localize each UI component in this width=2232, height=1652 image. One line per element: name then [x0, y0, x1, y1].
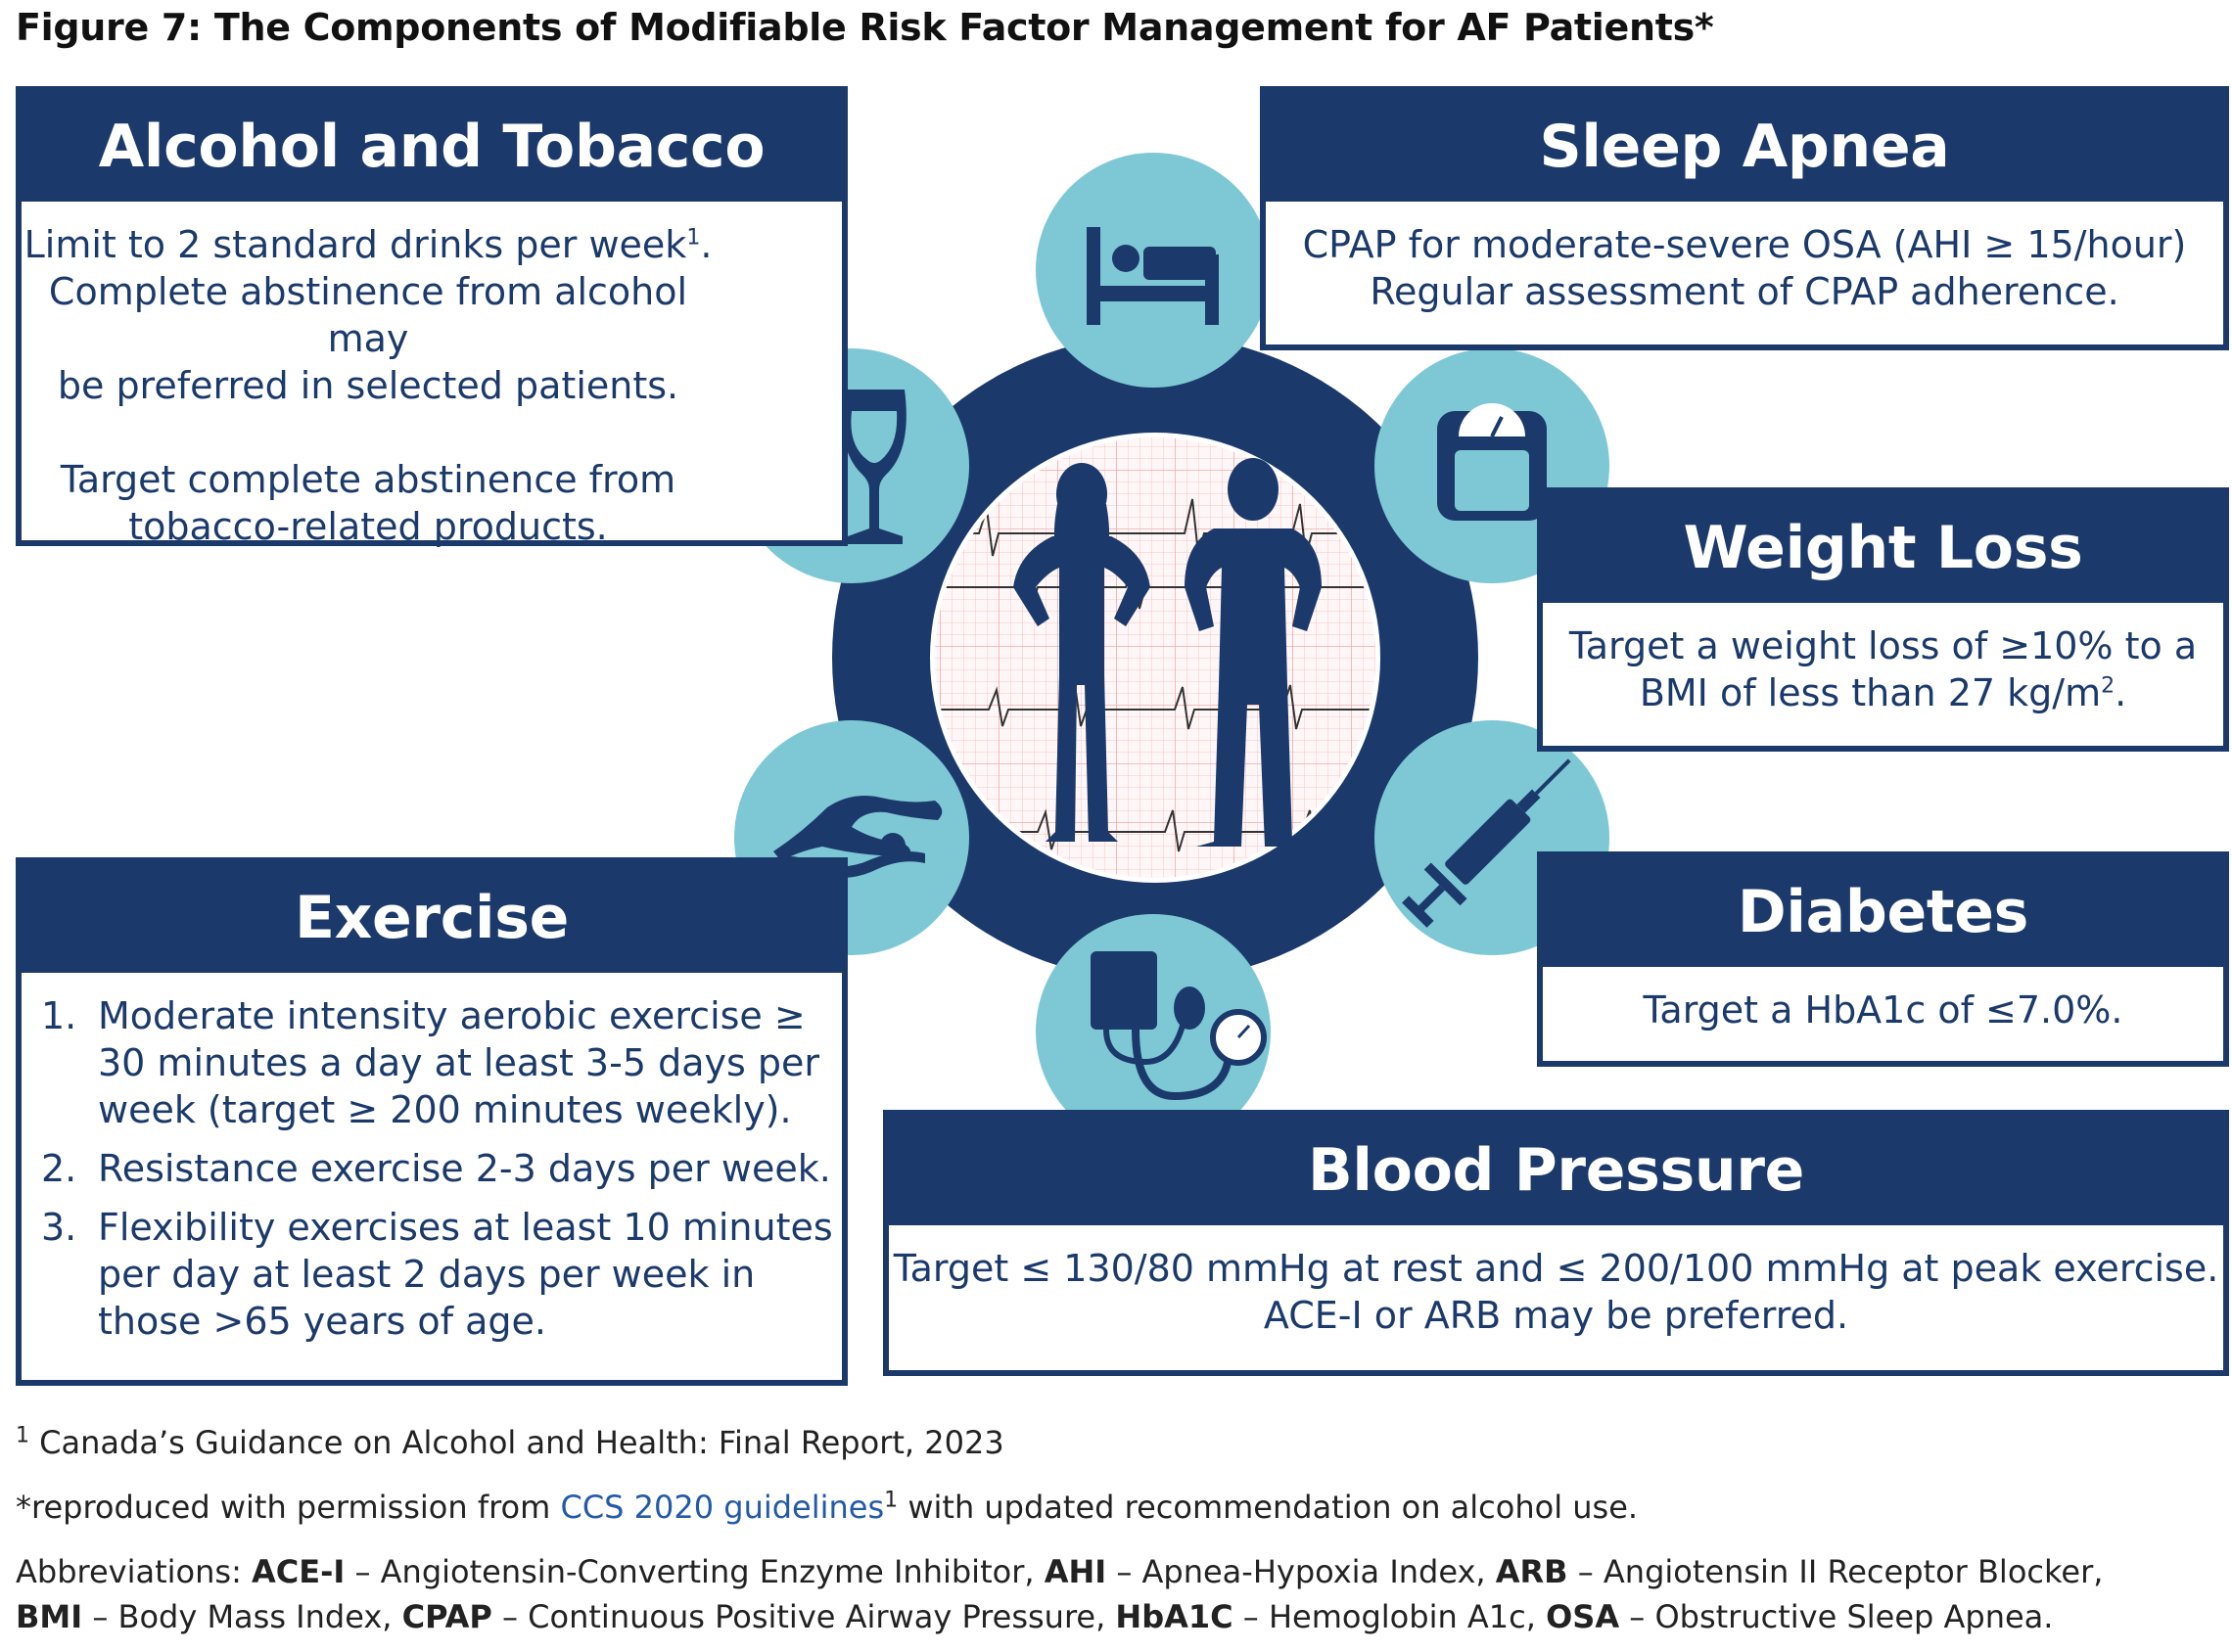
sleep-line-2: Regular assessment of CPAP adherence.: [1370, 270, 2119, 313]
exercise-box: [16, 857, 848, 1386]
footnote-1: $^1$ Canada’s Guidance on Alcohol and Health: Final Report, 2023: [16, 1423, 1004, 1461]
alcohol-line-2: Complete abstinence from alcohol may: [48, 270, 688, 360]
blood-pressure-box: [883, 1110, 2229, 1376]
tobacco-line-1: Target complete abstinence from: [60, 458, 676, 501]
weight-line-2: BMI of less than 27 $kg/m^2$.: [1639, 671, 2127, 714]
blood-pressure-title: Blood Pressure: [889, 1116, 2223, 1225]
alcohol-line-1: Limit to 2 standard drinks per week$^1$.: [23, 223, 713, 266]
bp-line-1: Target ≤ 130/80 mmHg at rest and ≤ 200/100 mmHg at peak exercise.: [893, 1247, 2219, 1290]
weight-line-1: Target a weight loss of ≥10% to a: [1568, 624, 2198, 667]
alcohol-tobacco-title: Alcohol and Tobacco: [22, 92, 842, 202]
exercise-item-1: 1. Moderate intensity aerobic exercise ≥ 30 minutes a day at least 3-5 days per week (target ≥ 200 minutes weekly).: [41, 994, 819, 1131]
bed-icon-circle: [1036, 153, 1271, 388]
bp-line-2: ACE-I or ARB may be preferred.: [1263, 1294, 1849, 1337]
weight-loss-title: Weight Loss: [1543, 493, 2223, 603]
ccs-guidelines-link[interactable]: CCS 2020 guidelines: [560, 1489, 885, 1526]
sleep-apnea-title: Sleep Apnea: [1266, 92, 2223, 202]
diabetes-line-1: Target a HbA1c of ≤7.0%.: [1643, 988, 2123, 1032]
abbreviations-line-2: BMI – Body Mass Index, CPAP – Continuous Positive Airway Pressure, HbA1C – Hemoglobin A1c, OSA – Obstructive Sleep Apnea.: [16, 1598, 2054, 1635]
scale-icon: [1437, 403, 1547, 521]
sleep-line-1: CPAP for moderate-severe OSA (AHI ≥ 15/hour): [1302, 223, 2187, 266]
exercise-item-2: 2. Resistance exercise 2-3 days per week.: [41, 1147, 831, 1190]
sleep-apnea-box: [1260, 86, 2229, 350]
alcohol-line-3: be preferred in selected patients.: [57, 364, 679, 407]
weight-loss-box: [1537, 487, 2229, 752]
exercise-item-3: 3. Flexibility exercises at least 10 minutes per day at least 2 days per week in those >65 years of age.: [41, 1206, 833, 1343]
diabetes-box: [1537, 851, 2229, 1067]
footnote-2: *reproduced with permission from CCS 2020 guidelines$^1$ with updated recommendation on alcohol use.: [16, 1488, 1639, 1526]
diabetes-title: Diabetes: [1543, 857, 2223, 967]
abbreviations-line-1: Abbreviations: ACE-I – Angiotensin-Converting Enzyme Inhibitor, AHI – Apnea-Hypoxia Index, ARB – Angiotensin II Receptor Blocker,: [16, 1553, 2104, 1590]
tobacco-line-2: tobacco-related products.: [128, 505, 608, 548]
figure-title: Figure 7: The Components of Modifiable Risk Factor Management for AF Patients*: [16, 6, 1714, 49]
alcohol-tobacco-box: [16, 86, 848, 546]
exercise-title: Exercise: [22, 863, 842, 973]
